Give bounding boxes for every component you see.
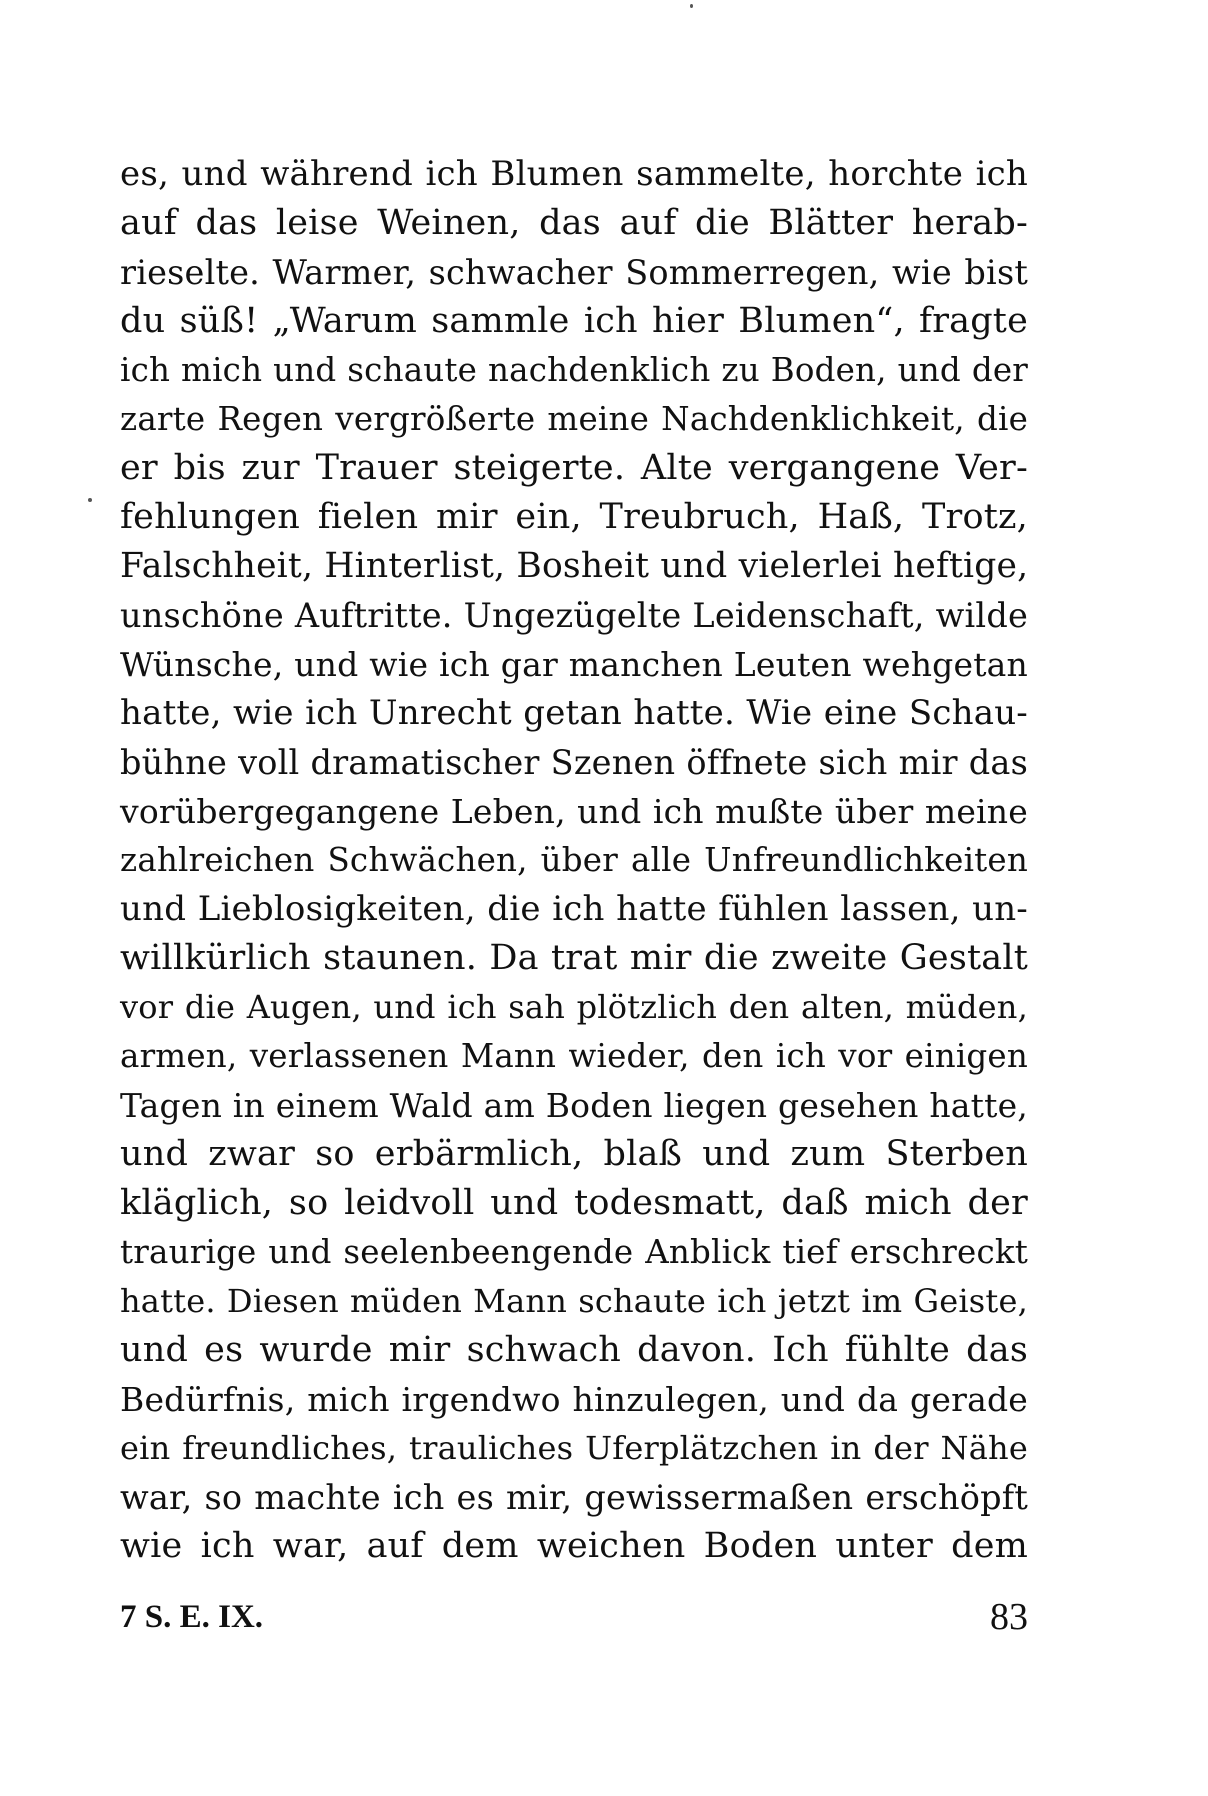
text-line: willkürlich staunen. Da trat mir die zweite Gestalt <box>120 938 1028 978</box>
text-line: auf das leise Weinen, das auf die Blätter herab- <box>120 203 1028 243</box>
text-line: er bis zur Trauer steigerte. Alte vergangene Ver- <box>120 448 1028 488</box>
text-line: Bedürfnis, mich irgendwo hinzulegen, und da gerade <box>120 1380 1028 1419</box>
text-line: vorübergegangene Leben, und ich mußte über meine <box>120 792 1028 831</box>
text-line: kläglich, so leidvoll und todesmatt, daß mich der <box>120 1183 1028 1223</box>
text-line: armen, verlassenen Mann wieder, den ich vor einigen <box>120 1037 1028 1075</box>
text-line: traurige und seelenbeengende Anblick tief erschreckt <box>120 1233 1028 1271</box>
text-line: unschöne Auftritte. Ungezügelte Leidenschaft, wilde <box>120 596 1028 635</box>
text-line: Tagen in einem Wald am Boden liegen gesehen hatte, <box>120 1086 1028 1125</box>
body-text <box>120 150 1028 1571</box>
text-line: und zwar so erbärmlich, blaß und zum Sterben <box>120 1134 1028 1174</box>
text-line: rieselte. Warmer, schwacher Sommerregen, wie bist <box>120 253 1028 292</box>
page-number: 83 <box>990 1596 1028 1638</box>
text-line: zarte Regen vergrößerte meine Nachdenklichkeit, die <box>120 400 1028 438</box>
text-line: du süß! „Warum sammle ich hier Blumen“, fragte <box>120 301 1028 341</box>
text-line: war, so machte ich es mir, gewissermaßen erschöpft <box>120 1478 1028 1517</box>
text-line: ich mich und schaute nachdenklich zu Boden, und der <box>120 351 1028 389</box>
text-line: zahlreichen Schwächen, über alle Unfreundlichkeiten <box>120 841 1028 879</box>
text-line: hatte, wie ich Unrecht getan hatte. Wie eine Schau- <box>120 693 1028 733</box>
text-line: und es wurde mir schwach davon. Ich fühlte das <box>120 1330 1028 1370</box>
sheet-signature: 7 S. E. IX. <box>120 1599 264 1635</box>
text-line: Wünsche, und wie ich gar manchen Leuten wehgetan <box>120 645 1028 684</box>
text-line: und Lieblosigkeiten, die ich hatte fühlen lassen, un- <box>120 889 1028 929</box>
text-line: vor die Augen, und ich sah plötzlich den alten, müden, <box>120 988 1028 1026</box>
text-line: wie ich war, auf dem weichen Boden unter dem <box>120 1526 1028 1566</box>
text-line: es, und während ich Blumen sammelte, horchte ich <box>120 154 1028 194</box>
print-speck <box>690 4 693 8</box>
text-line: hatte. Diesen müden Mann schaute ich jetzt im Geiste, <box>120 1282 1028 1320</box>
text-line: Falschheit, Hinterlist, Bosheit und vielerlei heftige, <box>120 546 1029 586</box>
print-speck <box>88 498 92 502</box>
page-footer <box>120 1592 1028 1642</box>
text-line: bühne voll dramatischer Szenen öffnete sich mir das <box>120 743 1028 782</box>
text-line: fehlungen fielen mir ein, Treubruch, Haß, Trotz, <box>120 497 1028 537</box>
text-line: ein freundliches, trauliches Uferplätzchen in der Nähe <box>120 1429 1028 1467</box>
